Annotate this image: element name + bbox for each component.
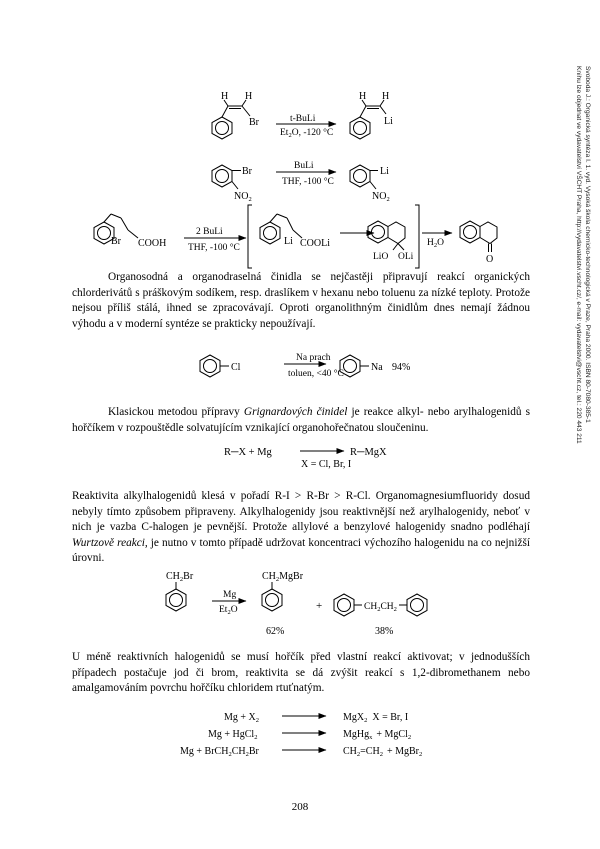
condition-label: $Et_2O$ <box>219 605 238 616</box>
reagent-label: BuLi <box>294 161 314 171</box>
condition-label: THF, -100 °C <box>282 177 334 187</box>
condition-label: toluen, <40 °C <box>288 369 344 379</box>
citation-line: Svoboda J.: Organická syntéza I. 1. vyd. Vysoká škola chemicko-technologická v Praze, Praha 2000. ISBN 80-7080-385-1 <box>584 66 591 423</box>
equation-left: $Mg + BrCH_2CH_2Br$ <box>180 746 259 758</box>
group-label: $CH_2MgBr$ <box>262 571 304 583</box>
group-label: COOLi <box>300 238 330 249</box>
reagent-label: Na prach <box>296 353 331 363</box>
paragraph-text: Klasickou metodou přípravy <box>108 406 244 418</box>
paragraph-text: je reakce alkyl- nebo arylhalogenidů s hořčíkem v rozpouštědle solvatujícím vznikající organohořečnatou sloučeninu. <box>72 406 531 434</box>
group-label: $NO_2$ <box>372 191 390 203</box>
paragraph-activation: U méně reaktivních halogenidů se musí hořčík před vlastní reakcí aktivovat; v jednodušších případech postačuje jod či brom, reaktivita se dá zvýšit reakcí s 1,2-dibromethanem nebo amalgamováním povrchu hořčíku chloridem rtuťnatým. <box>72 651 530 694</box>
equation-right: R─MgX <box>350 447 387 458</box>
yield-label: 94% <box>392 362 411 373</box>
paragraph-organosodium: Organosodná a organodraselná činidla se nejčastěji připravují reakcí organických chlorderivátů s práškovým sodíkem, resp. draslíkem v hexanu nebo toluenu za nízké teploty. Protože nejsou příliš stálá, ihned se zpracovávají. Oproti organolithným činidlům dnes nemají žádnou výhodu a v moderní syntéze se prakticky nepoužívají. <box>72 271 530 330</box>
citation-line: Knihu lze objednat ve vydavatelství VŠCHT Praha, http://vydavatelstvi.vscht.cz/, e-mail: vydavatelstvi@vscht.cz, tel.: 220 443 211 <box>575 66 582 444</box>
atom-label: H <box>359 91 367 102</box>
atom-label: H <box>245 91 253 102</box>
reagent-label: $H_2O$ <box>427 238 444 249</box>
group-label: COOH <box>138 238 167 249</box>
group-label: LiO <box>373 252 389 262</box>
atom-label: Br <box>111 236 121 247</box>
group-label: $CH_2CH_2$ <box>364 602 397 613</box>
paragraph-text: je nutno v tomto případě udržovat koncentraci výchozího halogenidu na co nejnižší úrovni. <box>72 536 531 564</box>
equation-right: MgX$_2$ X = Br, I <box>343 712 409 724</box>
paragraph-grignard-intro <box>72 405 530 436</box>
reagent-label: t-BuLi <box>290 114 316 124</box>
reagent-label: Mg <box>223 590 237 600</box>
yield-label: 62% <box>266 626 285 637</box>
scheme-7 <box>282 716 326 750</box>
yield-label: 38% <box>375 626 394 637</box>
equation-right: $CH_2=CH_2$ + MgBr$_2$ <box>343 746 423 758</box>
atom-label: Li <box>284 236 293 247</box>
equation-right: MgHg$_x$ + MgCl$_2$ <box>343 729 412 741</box>
scheme-3 <box>94 205 497 268</box>
equation-left: $Mg + X_2$ <box>224 712 260 724</box>
condition-label: $Et_2O$, -120 °C <box>280 128 334 139</box>
atom-label: Br <box>242 166 252 177</box>
reagent-label: 2 BuLi <box>196 227 223 237</box>
group-label: OLi <box>398 252 414 262</box>
paragraph-text: Reaktivita alkylhalogenidů klesá v pořadí R-I > R-Br > R-Cl. Organomagnesiumfluoridy dosud nebyly tímto způsobem připraveny. Alkylhalogenidy jsou reaktivnější než arylhalogenidy, neboť v nich je vazba C-halogen je pevnější. Protože allylové a benzylové halogenidy snadno podléhají <box>72 490 530 533</box>
emphasis-text: Wurtzově reakci, <box>72 536 148 549</box>
atom-label: Li <box>384 116 393 127</box>
equation-left: R─X + Mg <box>224 447 272 458</box>
atom-label: H <box>221 91 229 102</box>
atom-label: Cl <box>231 362 241 373</box>
condition-label: THF, -100 °C <box>188 243 240 253</box>
equation-left: Mg + HgCl$_2$ <box>208 729 258 741</box>
paragraph-reactivity <box>72 489 530 567</box>
atom-label: Na <box>371 362 383 373</box>
plus-sign: + <box>316 600 323 612</box>
atom-label: H <box>382 91 390 102</box>
emphasis-text: Grignardových činidel <box>243 406 348 418</box>
atom-label: Br <box>249 117 259 128</box>
atom-label: O <box>486 254 494 265</box>
page-number: 208 <box>291 801 309 813</box>
atom-label: Li <box>380 166 389 177</box>
side-citation <box>566 66 596 566</box>
equation-note: X = Cl, Br, I <box>301 459 352 470</box>
group-label: $NO_2$ <box>234 191 252 203</box>
group-label: $CH_2Br$ <box>166 571 194 583</box>
